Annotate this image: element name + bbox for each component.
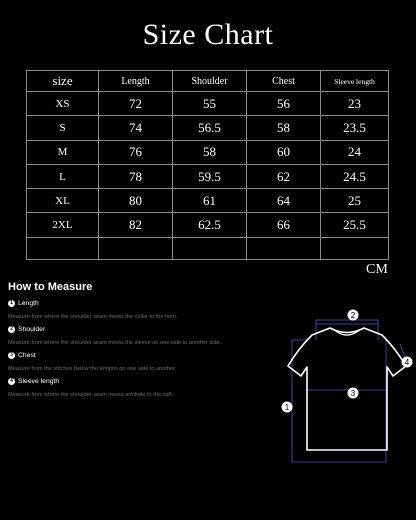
header-length: Length — [99, 71, 173, 92]
cell-chest: 60 — [247, 140, 321, 164]
cell-shoulder: 58 — [173, 140, 247, 164]
cell-size: 2XL — [27, 213, 99, 237]
marker-3 — [348, 388, 359, 399]
step-name: Chest — [18, 352, 36, 359]
table-row — [27, 116, 389, 140]
cell-sleeve-length: 25.5 — [321, 213, 389, 237]
cell-sleeve-length: 24 — [321, 140, 389, 164]
cell-sleeve-length: 25 — [321, 189, 389, 213]
cell-size: XS — [27, 92, 99, 116]
svg-text:1: 1 — [284, 403, 290, 412]
cell-shoulder: 55 — [173, 92, 247, 116]
step-number-icon: 2 — [8, 326, 15, 333]
step-description: Measure from the stitches below the armpits on one side to another. — [8, 366, 177, 372]
table-row — [27, 237, 389, 259]
step-number-icon: 3 — [8, 352, 15, 359]
table-row — [27, 140, 389, 164]
cell-shoulder: 61 — [173, 189, 247, 213]
step-description: Measure from where the shoulder seam meets armhole to the cuff. — [8, 392, 173, 398]
cell-shoulder: 56.5 — [173, 116, 247, 140]
cell-sleeve-length: 23 — [321, 92, 389, 116]
cell-shoulder — [173, 237, 247, 259]
cell-chest: 62 — [247, 164, 321, 188]
cell-chest: 56 — [247, 92, 321, 116]
step-description: Measure from where the shoulder seam meets the sleeve on one side to another side. — [8, 340, 222, 346]
cell-chest — [247, 237, 321, 259]
cell-size: XL — [27, 189, 99, 213]
header-size: size — [27, 71, 99, 92]
cell-length: 78 — [99, 164, 173, 188]
table-header-row — [27, 71, 389, 92]
cell-length: 76 — [99, 140, 173, 164]
header-chest: Chest — [247, 71, 321, 92]
table-row — [27, 92, 389, 116]
step-number-icon: 1 — [8, 300, 15, 307]
cell-sleeve-length: 23.5 — [321, 116, 389, 140]
svg-text:3: 3 — [350, 389, 356, 398]
cell-size: L — [27, 164, 99, 188]
svg-text:4: 4 — [404, 358, 410, 367]
tshirt-outline-icon — [278, 304, 416, 468]
cell-shoulder: 62.5 — [173, 213, 247, 237]
table-row — [27, 213, 389, 237]
cell-chest: 66 — [247, 213, 321, 237]
marker-1 — [282, 402, 293, 413]
marker-2 — [348, 310, 359, 321]
step-name: Length — [18, 300, 39, 307]
svg-text:2: 2 — [350, 311, 356, 320]
cell-chest: 64 — [247, 189, 321, 213]
page-title: Size Chart — [142, 18, 274, 51]
cell-length: 82 — [99, 213, 173, 237]
tshirt-outline — [288, 328, 406, 450]
cell-size: M — [27, 140, 99, 164]
cell-size — [27, 237, 99, 259]
measure-step-sleeve-length — [8, 378, 278, 398]
cell-chest: 58 — [247, 116, 321, 140]
how-to-measure-title: How to Measure — [8, 281, 93, 293]
cell-size: S — [27, 116, 99, 140]
cell-length — [99, 237, 173, 259]
step-name: Sleeve length — [18, 378, 60, 385]
cell-length: 74 — [99, 116, 173, 140]
measure-step-shoulder — [8, 326, 278, 346]
marker-4 — [402, 357, 413, 368]
unit-label: CM — [366, 262, 388, 277]
cell-sleeve-length: 24.5 — [321, 164, 389, 188]
step-description: Measure from where the shoulder seam meets the collar to the hem. — [8, 314, 178, 320]
size-chart-table — [26, 70, 389, 260]
cell-length: 80 — [99, 189, 173, 213]
cell-shoulder: 59.5 — [173, 164, 247, 188]
step-number-icon: 4 — [8, 378, 15, 385]
table-row — [27, 189, 389, 213]
header-shoulder: Shoulder — [173, 71, 247, 92]
cell-sleeve-length — [321, 237, 389, 259]
measure-step-chest — [8, 352, 278, 372]
measure-step-length — [8, 300, 278, 320]
header-sleeve-length: Sleeve length — [321, 71, 389, 92]
table-row — [27, 164, 389, 188]
cell-length: 72 — [99, 92, 173, 116]
step-name: Shoulder — [18, 326, 46, 333]
